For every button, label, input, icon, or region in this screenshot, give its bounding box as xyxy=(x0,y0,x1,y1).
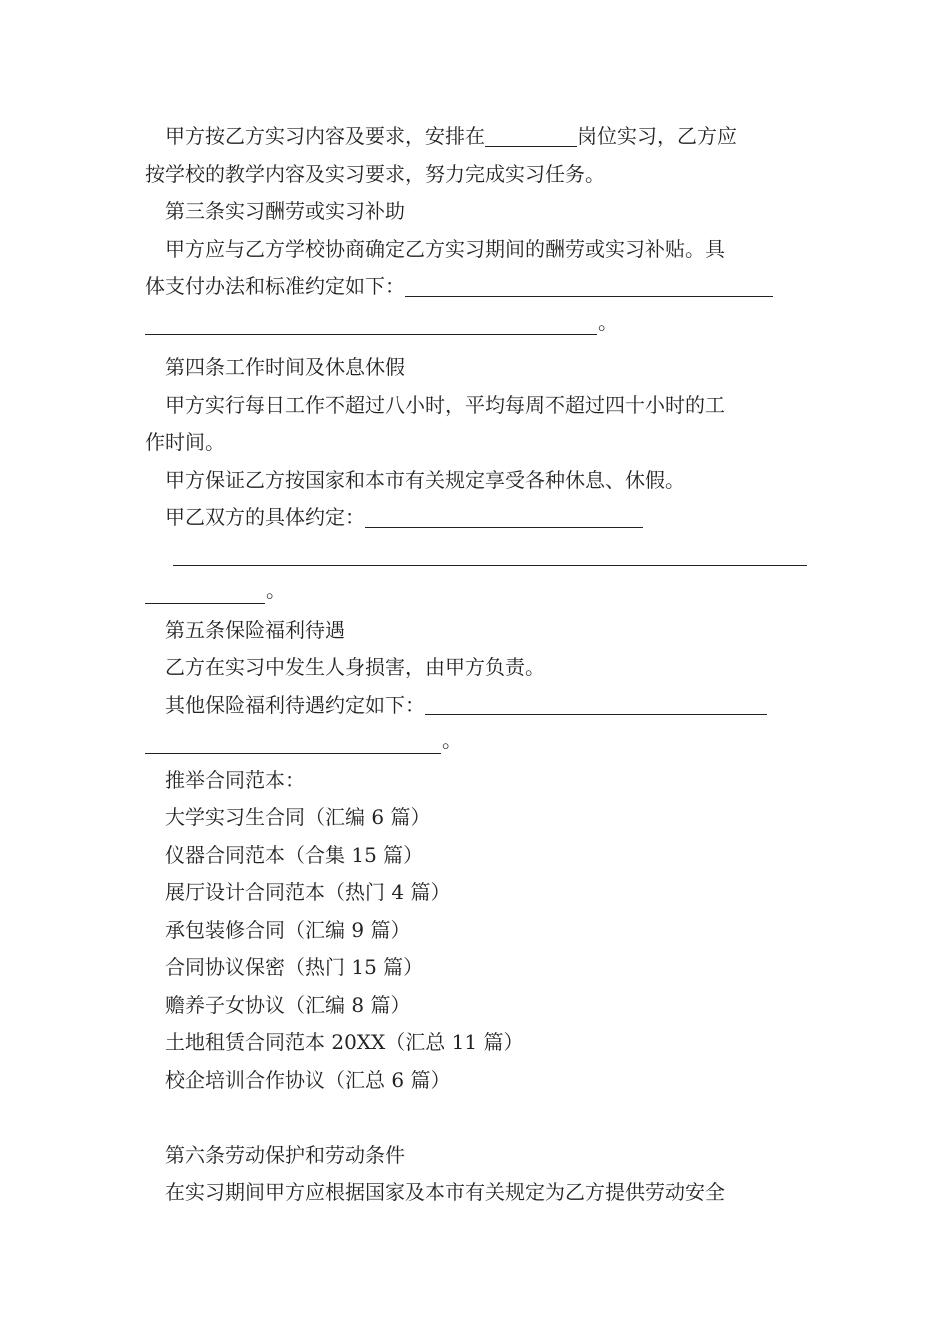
article-3-text: 甲方应与乙方学校协商确定乙方实习期间的酬劳或实习补贴。具 xyxy=(165,236,725,261)
recommend-link[interactable]: 土地租赁合同范本 20XX（汇总 11 篇） xyxy=(165,1030,524,1054)
blank-line xyxy=(145,334,597,335)
recommend-title: 推举合同范本： xyxy=(165,767,305,792)
period: 。 xyxy=(442,728,462,752)
recommend-link[interactable]: 大学实习生合同（汇编 6 篇） xyxy=(165,805,431,829)
spacer xyxy=(145,1099,807,1137)
blank-line xyxy=(485,125,577,147)
blank-line xyxy=(145,753,441,754)
blank-line xyxy=(145,603,265,604)
article-5-title: 第五条保险福利待遇 xyxy=(165,617,345,642)
paragraph-placement xyxy=(145,118,807,156)
recommend-link[interactable]: 展厅设计合同范本（热门 4 篇） xyxy=(165,880,451,904)
article-4-title: 第四条工作时间及休息休假 xyxy=(165,355,405,379)
article-4-text: 甲方实行每日工作不超过八小时，平均每周不超过四十小时的工 xyxy=(165,392,725,417)
article-6-title: 第六条劳动保护和劳动条件 xyxy=(165,1142,405,1167)
blank-line xyxy=(173,565,807,566)
blank-line-row xyxy=(145,306,807,344)
blank-line-row xyxy=(145,574,807,612)
article-4-text: 作时间。 xyxy=(145,430,225,454)
article-3-title: 第三条实习酬劳或实习补助 xyxy=(165,199,405,223)
article-3-blank-row xyxy=(145,268,807,306)
text: 岗位实习，乙方应 xyxy=(577,124,737,148)
blank-line-row xyxy=(145,537,807,575)
blank-line-row xyxy=(145,724,807,762)
article-6-text: 在实习期间甲方应根据国家及本市有关规定为乙方提供劳动安全 xyxy=(165,1180,725,1204)
text: 其他保险福利待遇约定如下： xyxy=(165,692,425,717)
blank-line xyxy=(405,275,773,297)
recommend-link[interactable]: 仪器合同范本（合集 15 篇） xyxy=(165,842,424,867)
article-5-blank-row xyxy=(145,687,807,725)
recommend-link[interactable]: 承包装修合同（汇编 9 篇） xyxy=(165,917,411,942)
article-4-text: 甲方保证乙方按国家和本市有关规定享受各种休息、休假。 xyxy=(165,467,685,492)
blank-line xyxy=(365,506,643,528)
text: 甲方按乙方实习内容及要求，安排在 xyxy=(165,124,485,148)
article-4-blank-row xyxy=(145,499,807,537)
blank-line xyxy=(425,693,767,715)
text: 体支付办法和标准约定如下： xyxy=(145,274,405,298)
paragraph-text: 按学校的教学内容及实习要求，努力完成实习任务。 xyxy=(145,161,605,186)
recommend-link[interactable]: 赡养子女协议（汇编 8 篇） xyxy=(165,992,411,1017)
period: 。 xyxy=(266,578,286,602)
text: 甲乙双方的具体约定： xyxy=(165,505,365,529)
period: 。 xyxy=(598,309,618,334)
recommend-link[interactable]: 校企培训合作协议（汇总 6 篇） xyxy=(165,1067,451,1092)
document-body xyxy=(145,118,807,1212)
article-5-text: 乙方在实习中发生人身损害，由甲方负责。 xyxy=(165,655,545,679)
recommend-link[interactable]: 合同协议保密（热门 15 篇） xyxy=(165,955,424,979)
